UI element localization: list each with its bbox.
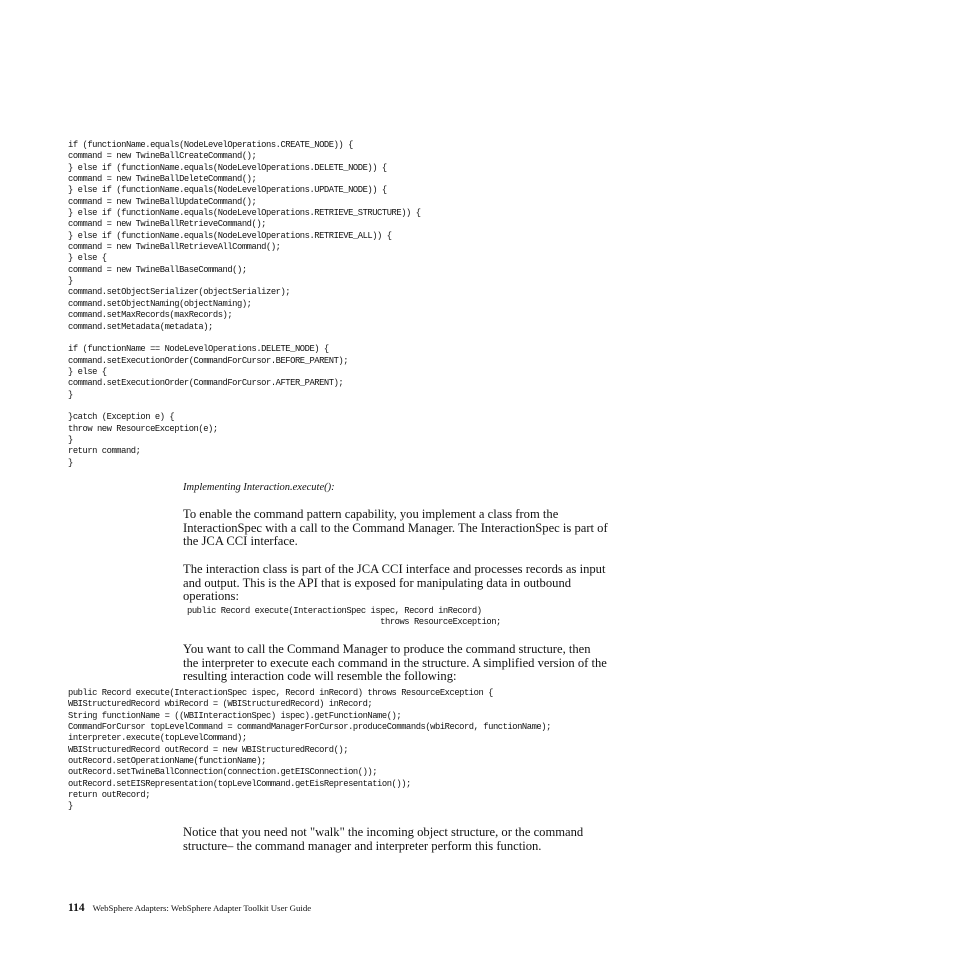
page-footer <box>68 902 311 914</box>
code-block-interaction-execute: public Record execute(InteractionSpec ispec, Record inRecord) throws ResourceException { WBIStructuredRecord wbiRecord = (WBIStructuredRecord) inRecord; String functionName = ((WBIInteractionSpec) ispec).getFunctionName(); CommandForCursor topLevelCommand = commandManagerForCursor.produceCommands(wbiRecord, functionName); interpreter.execute(topLevelCommand); WBIStructuredRecord outRecord = new WBIStructuredRecord(); outRecord.setOperationName(functionName); outRecord.setTwineBallConnection(connection.getEISConnection()); outRecord.setEISRepresentation(topLevelCommand.getEisRepresentation()); return outRecord; } <box>68 688 551 812</box>
code-block-execute-signature: public Record execute(InteractionSpec ispec, Record inRecord) throws ResourceException; <box>187 606 501 628</box>
section-heading: Implementing Interaction.execute(): <box>183 482 335 493</box>
code-block-command-selection: if (functionName.equals(NodeLevelOperations.CREATE_NODE)) { command = new TwineBallCreateCommand(); } else if (functionName.equals(NodeLevelOperations.DELETE_NODE)) { command = new TwineBallDeleteCommand(); } else if (functionName.equals(NodeLevelOperations.UPDATE_NODE)) { command = new TwineBallUpdateCommand(); } else if (functionName.equals(NodeLevelOperations.RETRIEVE_STRUCTURE)) { command = new TwineBallRetrieveCommand(); } else if (functionName.equals(NodeLevelOperations.RETRIEVE_ALL)) { command = new TwineBallRetrieveAllCommand(); } else { command = new TwineBallBaseCommand(); } command.setObjectSerializer(objectSerializer); command.setObjectNaming(objectNaming); command.setMaxRecords(maxRecords); command.setMetadata(metadata); if (functionName == NodeLevelOperations.DELETE_NODE) { command.setExecutionOrder(CommandForCursor.BEFORE_PARENT); } else { command.setExecutionOrder(CommandForCursor.AFTER_PARENT); } }catch (Exception e) { throw new ResourceException(e); } return command; } <box>68 140 421 468</box>
paragraph-command-manager: You want to call the Command Manager to produce the command structure, then the interpreter to execute each command in the structure. A simplified version of the resulting interaction code will resemble the following: <box>183 642 607 684</box>
page-number: 114 <box>68 902 85 914</box>
paragraph-notice: Notice that you need not "walk" the incoming object structure, or the command structure– the command manager and interpreter perform this function. <box>183 825 584 853</box>
footer-title: WebSphere Adapters: WebSphere Adapter Toolkit User Guide <box>92 903 312 913</box>
paragraph-command-pattern: To enable the command pattern capability, you implement a class from the InteractionSpec with a call to the Command Manager. The InteractionSpec is part of the JCA CCI interface. <box>183 507 608 549</box>
paragraph-interaction-class: The interaction class is part of the JCA CCI interface and processes records as input and output. This is the API that is exposed for manipulating data in outbound operations: <box>183 562 606 604</box>
